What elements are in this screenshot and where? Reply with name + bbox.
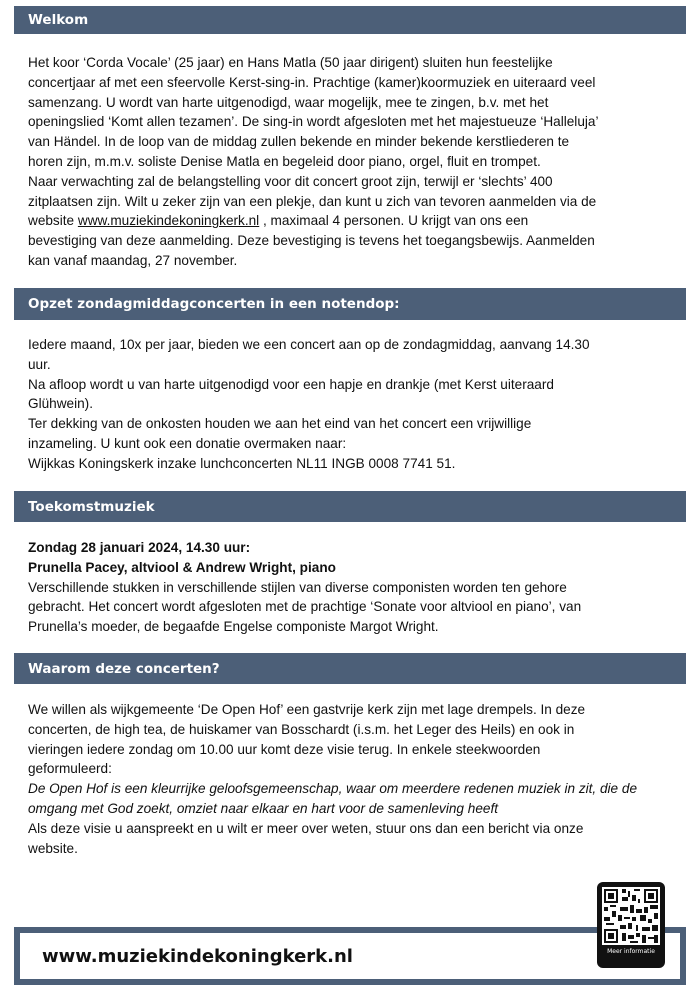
text-line: Verschillende stukken in verschillende stijlen van diverse componisten worden ten gehore	[28, 579, 567, 595]
text-line: kan vanaf maandag, 27 november.	[28, 252, 238, 268]
section-body-waarom	[28, 700, 678, 858]
section-body-opzet	[28, 335, 678, 474]
text-line: bevestiging van deze aanmelding. Deze bevestiging is tevens het toegangsbewijs. Aanmelden	[28, 233, 595, 249]
concert-date: Zondag 28 januari 2024, 14.30 uur:	[28, 540, 251, 555]
text-line: Glühwein).	[28, 396, 93, 412]
text-line: Als deze visie u aanspreekt en u wilt er meer over weten, stuur ons dan een bericht via onze	[28, 820, 584, 836]
text-fragment: , maximaal 4 personen. U krijgt van ons een	[259, 213, 529, 229]
footer-website-link[interactable]: www.muziekindekoningkerk.nl	[42, 945, 353, 967]
text-line: Na afloop wordt u van harte uitgenodigd voor een hapje en drankje (met Kerst uiteraard	[28, 376, 554, 392]
text-line: geformuleerd:	[28, 761, 112, 777]
section-body-toekomstmuziek	[28, 538, 678, 637]
qr-code-badge[interactable]	[597, 882, 665, 968]
text-line: van Händel. In de loop van de middag zullen bekende en minder bekende kerstliederen te	[28, 134, 570, 150]
section-title: Toekomstmuziek	[28, 498, 155, 515]
concert-performers: Prunella Pacey, altviool & Andrew Wright, piano	[28, 559, 336, 575]
qr-code-icon	[602, 887, 660, 945]
website-link[interactable]: www.muziekindekoningkerk.nl	[77, 213, 260, 229]
text-fragment: website	[28, 213, 78, 229]
text-line: Het koor ‘Corda Vocale’ (25 jaar) en Hans Matla (50 jaar dirigent) sluiten hun feestelijke	[28, 55, 553, 70]
section-header-opzet	[14, 288, 686, 320]
section-title: Waarom deze concerten?	[28, 660, 220, 677]
text-line: Iedere maand, 10x per jaar, bieden we een concert aan op de zondagmiddag, aanvang 14.30	[28, 337, 590, 352]
text-line: gebracht. Het concert wordt afgesloten met de prachtige ‘Sonate voor altviool en piano’, van	[28, 599, 582, 615]
section-header-toekomstmuziek	[14, 491, 686, 522]
text-line: Wijkkas Koningskerk inzake lunchconcerten NL11 INGB 0008 7741 51.	[28, 455, 456, 471]
text-line: openingslied ‘Komt allen tezamen’. De sing-in wordt afgesloten met het majestueuze ‘Halleluja’	[28, 114, 599, 130]
text-line: horen zijn, m.m.v. soliste Denise Matla en begeleid door piano, orgel, fluit en trompet.	[28, 153, 541, 169]
vision-statement: omgang met God zoekt, omziet naar elkaar en hart voor de samenleving heeft	[28, 800, 498, 816]
text-line: Prunella’s moeder, de begaafde Engelse componiste Margot Wright.	[28, 619, 439, 635]
section-title: Welkom	[28, 12, 89, 28]
footer-bar	[14, 927, 686, 985]
footer-inner	[20, 933, 680, 979]
text-line: samenzang. U wordt van harte uitgenodigd, waar mogelijk, mee te zingen, b.v. met het	[28, 94, 549, 110]
text-line: zitplaatsen zijn. Wilt u zeker zijn van een plekje, dan kunt u zich van tevoren aanmelden via de	[28, 193, 597, 209]
text-line: vieringen iedere zondag om 10.00 uur komt deze visie terug. In enkele steekwoorden	[28, 741, 541, 757]
text-line-with-link	[28, 211, 678, 231]
text-line: website.	[28, 840, 78, 856]
text-line: Ter dekking van de onkosten houden we aan het eind van het concert een vrijwillige	[28, 416, 532, 432]
text-line: We willen als wijkgemeente ‘De Open Hof’ een gastvrije kerk zijn met lage drempels. In deze	[28, 702, 586, 717]
text-line: uur.	[28, 356, 51, 372]
text-line: concerten, de high tea, de huiskamer van Bosschardt (i.s.m. het Leger des Heils) en ook in	[28, 721, 575, 737]
text-line: Naar verwachting zal de belangstelling voor dit concert groot zijn, terwijl er ‘slechts’ 400	[28, 173, 553, 189]
section-body-welkom	[28, 53, 678, 271]
text-line: inzameling. U kunt ook een donatie overmaken naar:	[28, 435, 347, 451]
section-header-waarom	[14, 653, 686, 684]
section-header-welkom	[14, 6, 686, 34]
section-title: Opzet zondagmiddagconcerten in een notendop:	[28, 296, 400, 312]
text-line: concertjaar af met een sfeervolle Kerst-sing-in. Prachtige (kamer)koormuziek en uiteraard veel	[28, 74, 596, 90]
vision-statement: De Open Hof is een kleurrijke geloofsgemeenschap, waar om meerdere redenen muziek in zit, die de	[28, 781, 638, 797]
qr-label: Meer informatie	[607, 948, 655, 955]
